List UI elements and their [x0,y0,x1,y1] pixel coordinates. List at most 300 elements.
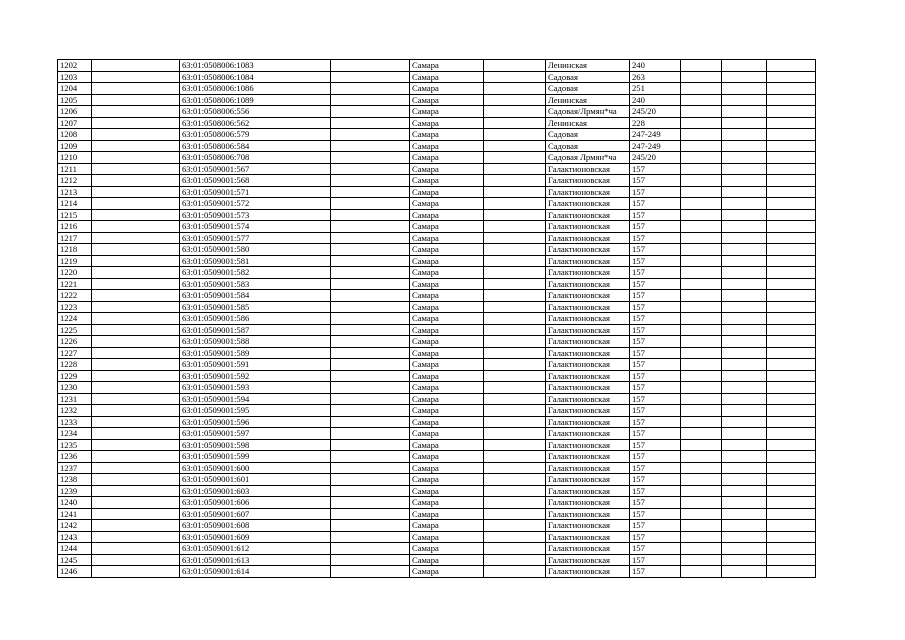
row-number-cell: 1235 [58,439,92,451]
empty-cell [484,94,546,106]
empty-cell [484,474,546,486]
row-number-cell: 1232 [58,405,92,417]
street-cell: Галактионовская [546,244,630,256]
street-cell: Садовая [546,71,630,83]
city-cell: Самара [410,301,484,313]
empty-cell [681,359,722,371]
empty-cell [331,382,410,394]
empty-cell [484,232,546,244]
row-number-cell: 1240 [58,497,92,509]
empty-cell [484,209,546,221]
street-cell: Галактионовская [546,278,630,290]
table-row [58,566,816,578]
house-number-cell: 157 [630,370,681,382]
empty-cell [722,267,767,279]
street-cell: Садовая Лрмян*ча [546,152,630,164]
street-cell: Галактионовская [546,163,630,175]
cadastral-number-cell: 63:01:0509001:613 [180,554,331,566]
table-row [58,175,816,187]
empty-cell [681,60,722,72]
empty-cell [92,94,180,106]
empty-cell [722,301,767,313]
row-number-cell: 1239 [58,485,92,497]
house-number-cell: 157 [630,359,681,371]
cadastral-number-cell: 63:01:0509001:591 [180,359,331,371]
house-number-cell: 157 [630,439,681,451]
empty-cell [722,163,767,175]
row-number-cell: 1214 [58,198,92,210]
empty-cell [681,140,722,152]
empty-cell [681,255,722,267]
house-number-cell: 157 [630,347,681,359]
cadastral-number-cell: 63:01:0509001:601 [180,474,331,486]
table-row [58,359,816,371]
empty-cell [331,290,410,302]
street-cell: Галактионовская [546,198,630,210]
table-row [58,428,816,440]
empty-cell [331,497,410,509]
empty-cell [484,566,546,578]
table-row [58,347,816,359]
table-row [58,336,816,348]
empty-cell [767,71,816,83]
empty-cell [767,485,816,497]
empty-cell [484,416,546,428]
empty-cell [722,255,767,267]
street-cell: Галактионовская [546,497,630,509]
empty-cell [681,313,722,325]
empty-cell [331,94,410,106]
empty-cell [722,554,767,566]
row-number-cell: 1237 [58,462,92,474]
empty-cell [92,278,180,290]
empty-cell [681,129,722,141]
house-number-cell: 157 [630,336,681,348]
empty-cell [767,554,816,566]
table-row [58,117,816,129]
table-row [58,497,816,509]
house-number-cell: 157 [630,520,681,532]
house-number-cell: 157 [630,543,681,555]
empty-cell [92,566,180,578]
house-number-cell: 157 [630,255,681,267]
empty-cell [92,255,180,267]
cadastral-number-cell: 63:01:0509001:594 [180,393,331,405]
row-number-cell: 1246 [58,566,92,578]
empty-cell [767,267,816,279]
street-cell: Садовая [546,83,630,95]
cadastral-number-cell: 63:01:0509001:567 [180,163,331,175]
table-row [58,554,816,566]
empty-cell [722,175,767,187]
empty-cell [92,290,180,302]
empty-cell [681,416,722,428]
table-row [58,474,816,486]
empty-cell [331,508,410,520]
table-row [58,163,816,175]
street-cell: Галактионовская [546,520,630,532]
empty-cell [331,359,410,371]
cadastral-number-cell: 63:01:0509001:606 [180,497,331,509]
empty-cell [767,520,816,532]
table-row [58,324,816,336]
empty-cell [331,129,410,141]
street-cell: Галактионовская [546,531,630,543]
row-number-cell: 1220 [58,267,92,279]
city-cell: Самара [410,324,484,336]
cadastral-number-cell: 63:01:0509001:596 [180,416,331,428]
street-cell: Ленинская [546,60,630,72]
empty-cell [767,474,816,486]
table-row [58,370,816,382]
city-cell: Самара [410,531,484,543]
empty-cell [92,163,180,175]
table-row [58,290,816,302]
empty-cell [767,163,816,175]
empty-cell [92,393,180,405]
empty-cell [331,221,410,233]
empty-cell [722,221,767,233]
empty-cell [681,508,722,520]
empty-cell [722,566,767,578]
empty-cell [484,152,546,164]
empty-cell [767,301,816,313]
empty-cell [331,209,410,221]
city-cell: Самара [410,129,484,141]
empty-cell [767,94,816,106]
city-cell: Самара [410,347,484,359]
empty-cell [331,347,410,359]
empty-cell [767,60,816,72]
row-number-cell: 1213 [58,186,92,198]
empty-cell [484,336,546,348]
city-cell: Самара [410,474,484,486]
cadastral-number-cell: 63:01:0509001:584 [180,290,331,302]
empty-cell [484,106,546,118]
house-number-cell: 157 [630,462,681,474]
table-row [58,393,816,405]
empty-cell [331,267,410,279]
empty-cell [722,290,767,302]
house-number-cell: 157 [630,209,681,221]
cadastral-number-cell: 63:01:0509001:589 [180,347,331,359]
empty-cell [484,370,546,382]
empty-cell [722,439,767,451]
row-number-cell: 1225 [58,324,92,336]
empty-cell [681,209,722,221]
city-cell: Самара [410,255,484,267]
empty-cell [484,71,546,83]
house-number-cell: 240 [630,60,681,72]
cadastral-number-cell: 63:01:0509001:577 [180,232,331,244]
empty-cell [767,232,816,244]
cadastral-number-cell: 63:01:0509001:585 [180,301,331,313]
empty-cell [681,451,722,463]
street-cell: Галактионовская [546,186,630,198]
empty-cell [767,140,816,152]
empty-cell [722,140,767,152]
city-cell: Самара [410,106,484,118]
row-number-cell: 1245 [58,554,92,566]
empty-cell [681,278,722,290]
empty-cell [484,382,546,394]
empty-cell [484,543,546,555]
house-number-cell: 157 [630,278,681,290]
street-cell: Галактионовская [546,451,630,463]
empty-cell [484,301,546,313]
table-row [58,451,816,463]
city-cell: Самара [410,451,484,463]
house-number-cell: 157 [630,267,681,279]
empty-cell [92,71,180,83]
empty-cell [722,313,767,325]
empty-cell [767,278,816,290]
city-cell: Самара [410,60,484,72]
table-row [58,531,816,543]
empty-cell [331,232,410,244]
table-row [58,462,816,474]
street-cell: Галактионовская [546,462,630,474]
table-body [58,60,816,578]
empty-cell [722,474,767,486]
row-number-cell: 1208 [58,129,92,141]
city-cell: Самара [410,221,484,233]
street-cell: Галактионовская [546,221,630,233]
empty-cell [767,83,816,95]
empty-cell [767,221,816,233]
row-number-cell: 1203 [58,71,92,83]
empty-cell [767,347,816,359]
empty-cell [681,71,722,83]
empty-cell [484,554,546,566]
cadastral-number-cell: 63:01:0508006:562 [180,117,331,129]
empty-cell [681,221,722,233]
empty-cell [722,520,767,532]
table-row [58,83,816,95]
city-cell: Самара [410,566,484,578]
cadastral-number-cell: 63:01:0509001:572 [180,198,331,210]
empty-cell [722,94,767,106]
city-cell: Самара [410,370,484,382]
city-cell: Самара [410,278,484,290]
cadastral-number-cell: 63:01:0509001:587 [180,324,331,336]
empty-cell [722,531,767,543]
row-number-cell: 1219 [58,255,92,267]
empty-cell [722,209,767,221]
house-number-cell: 245/20 [630,152,681,164]
empty-cell [92,382,180,394]
cadastral-number-cell: 63:01:0508006:1089 [180,94,331,106]
city-cell: Самара [410,520,484,532]
city-cell: Самара [410,462,484,474]
empty-cell [722,278,767,290]
empty-cell [681,405,722,417]
house-number-cell: 157 [630,566,681,578]
empty-cell [767,324,816,336]
city-cell: Самара [410,543,484,555]
empty-cell [92,462,180,474]
row-number-cell: 1229 [58,370,92,382]
house-number-cell: 157 [630,163,681,175]
house-number-cell: 157 [630,497,681,509]
table-row [58,416,816,428]
empty-cell [722,71,767,83]
empty-cell [681,393,722,405]
cadastral-number-cell: 63:01:0508006:1084 [180,71,331,83]
cadastral-number-cell: 63:01:0509001:595 [180,405,331,417]
city-cell: Самара [410,244,484,256]
empty-cell [331,566,410,578]
empty-cell [681,531,722,543]
empty-cell [767,290,816,302]
street-cell: Садовая [546,140,630,152]
empty-cell [681,106,722,118]
empty-cell [484,313,546,325]
empty-cell [484,140,546,152]
empty-cell [92,508,180,520]
house-number-cell: 247-249 [630,129,681,141]
empty-cell [331,405,410,417]
city-cell: Самара [410,117,484,129]
table-row [58,140,816,152]
empty-cell [722,416,767,428]
row-number-cell: 1222 [58,290,92,302]
table-row [58,71,816,83]
city-cell: Самара [410,94,484,106]
city-cell: Самара [410,163,484,175]
cadastral-number-cell: 63:01:0509001:599 [180,451,331,463]
empty-cell [767,313,816,325]
empty-cell [92,117,180,129]
empty-cell [681,186,722,198]
empty-cell [722,508,767,520]
empty-cell [681,244,722,256]
row-number-cell: 1242 [58,520,92,532]
empty-cell [484,198,546,210]
empty-cell [767,255,816,267]
house-number-cell: 245/20 [630,106,681,118]
empty-cell [722,117,767,129]
empty-cell [681,83,722,95]
empty-cell [722,152,767,164]
empty-cell [92,198,180,210]
house-number-cell: 251 [630,83,681,95]
house-number-cell: 157 [630,175,681,187]
empty-cell [767,428,816,440]
empty-cell [92,347,180,359]
empty-cell [767,439,816,451]
cadastral-number-cell: 63:01:0509001:600 [180,462,331,474]
house-number-cell: 157 [630,290,681,302]
street-cell: Галактионовская [546,382,630,394]
empty-cell [484,267,546,279]
empty-cell [331,313,410,325]
cadastral-number-cell: 63:01:0509001:568 [180,175,331,187]
empty-cell [92,186,180,198]
empty-cell [681,370,722,382]
empty-cell [484,520,546,532]
cadastral-number-cell: 63:01:0509001:573 [180,209,331,221]
table-row [58,255,816,267]
cadastral-number-cell: 63:01:0509001:583 [180,278,331,290]
row-number-cell: 1227 [58,347,92,359]
empty-cell [331,83,410,95]
row-number-cell: 1218 [58,244,92,256]
empty-cell [484,129,546,141]
empty-cell [767,370,816,382]
row-number-cell: 1206 [58,106,92,118]
cadastral-number-cell: 63:01:0509001:571 [180,186,331,198]
empty-cell [767,244,816,256]
street-cell: Галактионовская [546,508,630,520]
empty-cell [331,175,410,187]
house-number-cell: 157 [630,416,681,428]
house-number-cell: 157 [630,393,681,405]
empty-cell [722,186,767,198]
house-number-cell: 247-249 [630,140,681,152]
empty-cell [767,416,816,428]
empty-cell [92,520,180,532]
empty-cell [767,451,816,463]
empty-cell [767,106,816,118]
cadastral-number-cell: 63:01:0508006:1086 [180,83,331,95]
empty-cell [767,462,816,474]
city-cell: Самара [410,313,484,325]
street-cell: Галактионовская [546,175,630,187]
cadastral-number-cell: 63:01:0509001:597 [180,428,331,440]
empty-cell [484,244,546,256]
empty-cell [92,416,180,428]
empty-cell [484,324,546,336]
city-cell: Самара [410,83,484,95]
row-number-cell: 1241 [58,508,92,520]
empty-cell [331,60,410,72]
empty-cell [681,290,722,302]
empty-cell [92,175,180,187]
empty-cell [92,221,180,233]
table-row [58,301,816,313]
empty-cell [484,278,546,290]
empty-cell [484,451,546,463]
row-number-cell: 1228 [58,359,92,371]
street-cell: Галактионовская [546,347,630,359]
street-cell: Галактионовская [546,554,630,566]
empty-cell [484,186,546,198]
empty-cell [92,83,180,95]
table-row [58,60,816,72]
cadastral-number-cell: 63:01:0509001:603 [180,485,331,497]
row-number-cell: 1209 [58,140,92,152]
empty-cell [722,543,767,555]
empty-cell [722,244,767,256]
row-number-cell: 1207 [58,117,92,129]
house-number-cell: 157 [630,198,681,210]
empty-cell [484,428,546,440]
empty-cell [331,370,410,382]
street-cell: Садовая [546,129,630,141]
cadastral-number-cell: 63:01:0509001:592 [180,370,331,382]
row-number-cell: 1238 [58,474,92,486]
cadastral-number-cell: 63:01:0509001:593 [180,382,331,394]
empty-cell [331,71,410,83]
empty-cell [331,485,410,497]
empty-cell [484,221,546,233]
empty-cell [767,336,816,348]
empty-cell [722,462,767,474]
empty-cell [681,267,722,279]
empty-cell [92,439,180,451]
table-row [58,267,816,279]
